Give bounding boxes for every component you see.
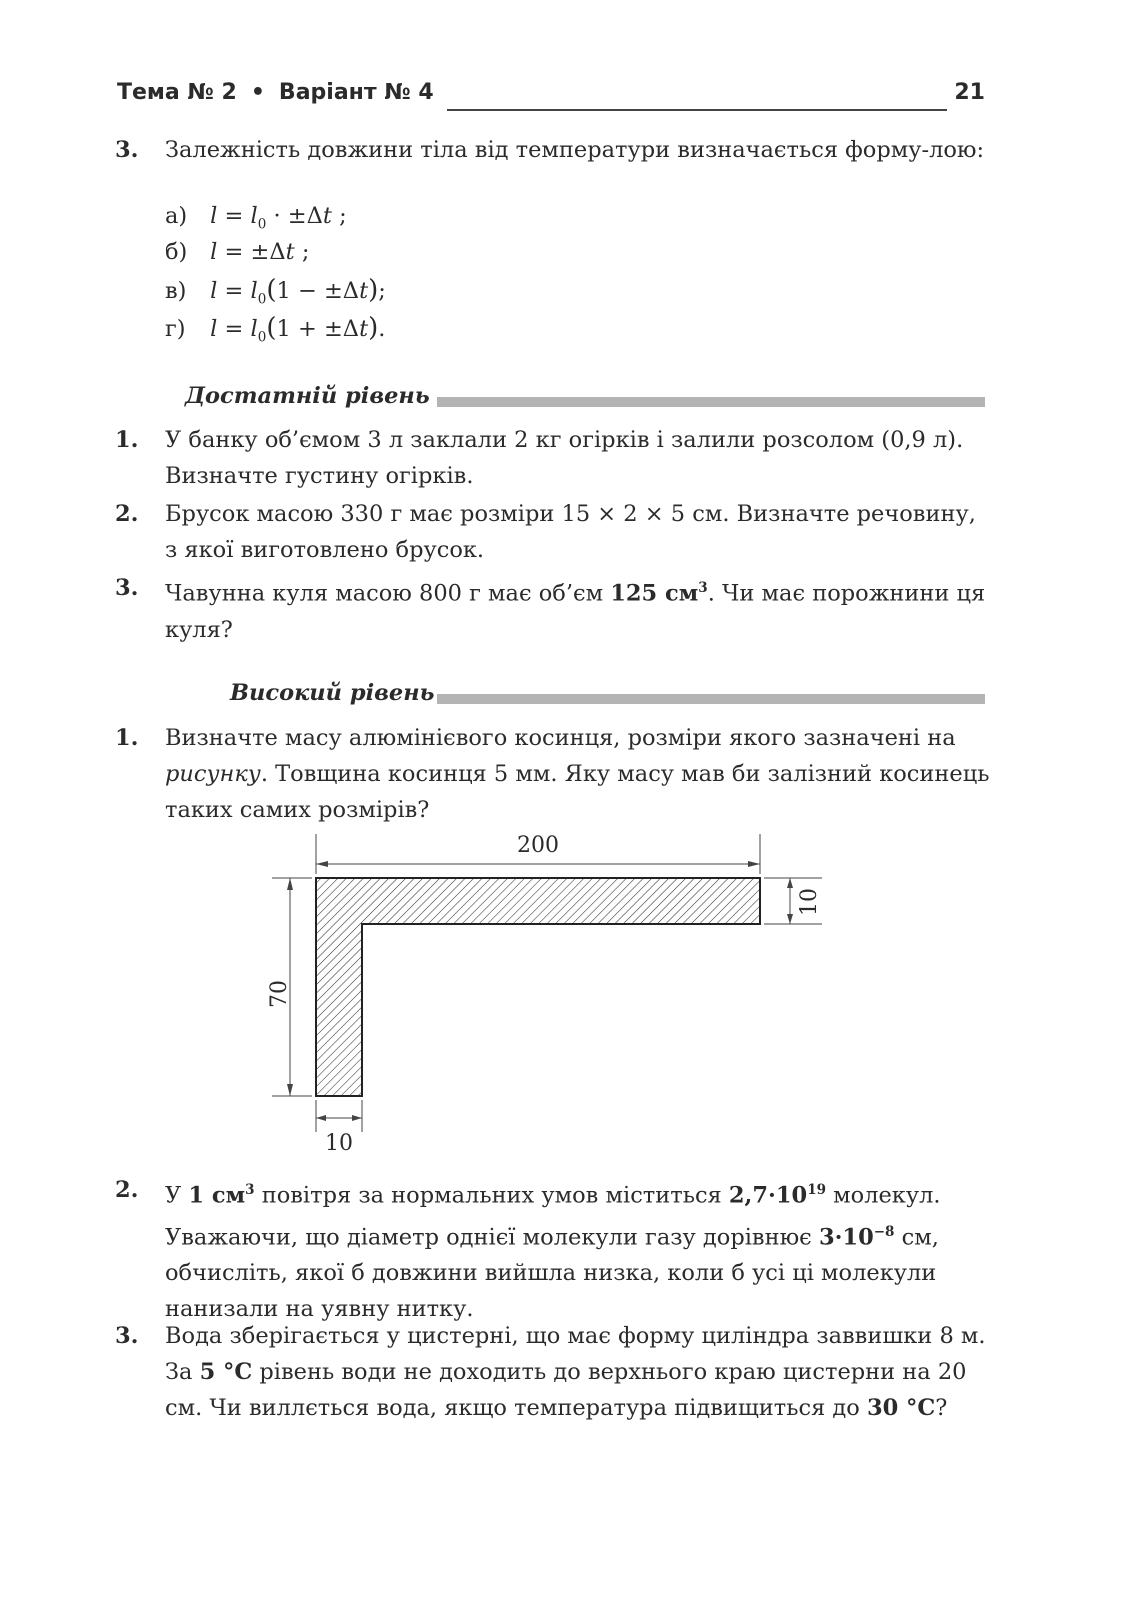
text-part: Визначте масу алюмінієвого косинця, розміри якого зазначені на — [165, 725, 956, 751]
question-number: 2. — [115, 1177, 139, 1203]
option-a: а) $l = l_0 \cdot \pm\Delta t$ ; — [165, 198, 347, 243]
question-number: 2. — [115, 501, 139, 527]
text-part: . Чи має порожнини ця куля? — [165, 580, 986, 643]
text-part: рівень води не доходить до верхнього краю цистерни на 20 см. Чи виллється вода, якщо температура підвищиться до — [165, 1359, 967, 1421]
dim-label-bottom: 10 — [325, 1131, 353, 1156]
text-part: У — [165, 1182, 182, 1209]
text-part: молекул. Уважаючи, що діаметр однієї молекули газу дорівнює — [165, 1182, 941, 1250]
option-label: б) — [165, 239, 188, 265]
sufficient-question-2 — [115, 496, 990, 568]
temperature-2: 30 °С — [866, 1395, 936, 1421]
sufficient-question-1 — [115, 422, 990, 494]
volume-value: 125 см — [610, 580, 699, 607]
sufficient-question-3 — [115, 570, 990, 648]
section-title: Достатній рівень — [185, 383, 430, 409]
text-part: Чавунна куля масою 800 г має об’єм — [165, 580, 604, 607]
option-label: г) — [165, 316, 186, 342]
volume-exponent: 3 — [245, 1182, 255, 1198]
diameter-value: 3·10 — [818, 1224, 874, 1250]
question-number: 3. — [115, 137, 139, 163]
question-text: Брусок масою 330 г має розміри 15 × 2 × 5 см. Визначте речовину, з якої виготовлено брусок. — [165, 501, 976, 563]
question-text — [165, 570, 990, 648]
text-part: ? — [935, 1395, 948, 1421]
diameter-exponent: −8 — [873, 1223, 895, 1240]
question-number: 3. — [115, 1323, 139, 1349]
option-b: б) l = ±Δt ; — [165, 234, 309, 270]
page-header — [117, 78, 985, 118]
option-formula: l — [210, 239, 218, 265]
volume-exponent: 3 — [698, 580, 708, 596]
section-title: Високий рівень — [230, 680, 435, 706]
option-formula: l — [210, 278, 218, 304]
molecule-count-exponent: 19 — [807, 1182, 826, 1198]
header-topic: Тема № 2 — [117, 80, 237, 105]
question-text: Залежність довжини тіла від температури визначається форму-лою: — [165, 137, 985, 163]
dim-label-left: 70 — [267, 980, 292, 1008]
question-number: 1. — [115, 725, 139, 751]
section-bar — [437, 694, 985, 704]
page-number: 21 — [954, 80, 985, 105]
question-number: 1. — [115, 427, 139, 453]
question-number: 3. — [115, 575, 139, 601]
section-sufficient — [185, 383, 985, 417]
header-variant: Варіант № 4 — [278, 80, 434, 105]
question-text — [165, 720, 990, 828]
volume-value: 1 см — [188, 1182, 246, 1209]
section-high — [230, 680, 985, 714]
text-part: повітря за нормальних умов міститься — [261, 1182, 722, 1209]
question-text — [165, 1172, 990, 1327]
dim-label-top: 200 — [517, 833, 559, 858]
header-rule — [447, 109, 947, 111]
option-formula: l — [210, 316, 218, 342]
option-label: а) — [165, 203, 188, 229]
high-question-2 — [115, 1172, 990, 1327]
text-part: см, обчисліть, якої б довжини вийшла низка, коли б усі ці молекули нанизали на уявну нитку. — [165, 1224, 939, 1322]
temperature-1: 5 °С — [199, 1359, 253, 1385]
molecule-count: 2,7·10 — [728, 1182, 808, 1209]
option-formula: l — [210, 203, 218, 229]
option-d: г) $l = l_0(1 + \pm\Delta t)$. — [165, 313, 386, 346]
section-bar — [437, 397, 985, 407]
header-title — [117, 80, 434, 105]
high-question-3 — [115, 1318, 990, 1426]
bracket-figure — [250, 830, 830, 1160]
dim-label-right: 10 — [797, 888, 822, 916]
text-part: . Товщина косинця 5 мм. Яку масу мав би залізний косинець таких самих розмірів? — [165, 761, 990, 823]
question-text: У банку об’ємом 3 л заклали 2 кг огірків і залили розсолом (0,9 л). Визначте густину огірків. — [165, 427, 964, 489]
header-separator: • — [250, 80, 265, 105]
option-label: в) — [165, 278, 187, 304]
figure-reference: рисунку — [165, 761, 261, 787]
text-part: Вода зберігається у цистерні, що має форму циліндра заввишки 8 м. За — [165, 1323, 986, 1385]
prev-question-3 — [115, 132, 990, 168]
bracket-shape — [316, 878, 760, 1096]
question-text — [165, 1318, 990, 1426]
high-question-1 — [115, 720, 990, 828]
option-c: в) $l = l_0(1 - \pm\Delta t)$; — [165, 275, 386, 308]
